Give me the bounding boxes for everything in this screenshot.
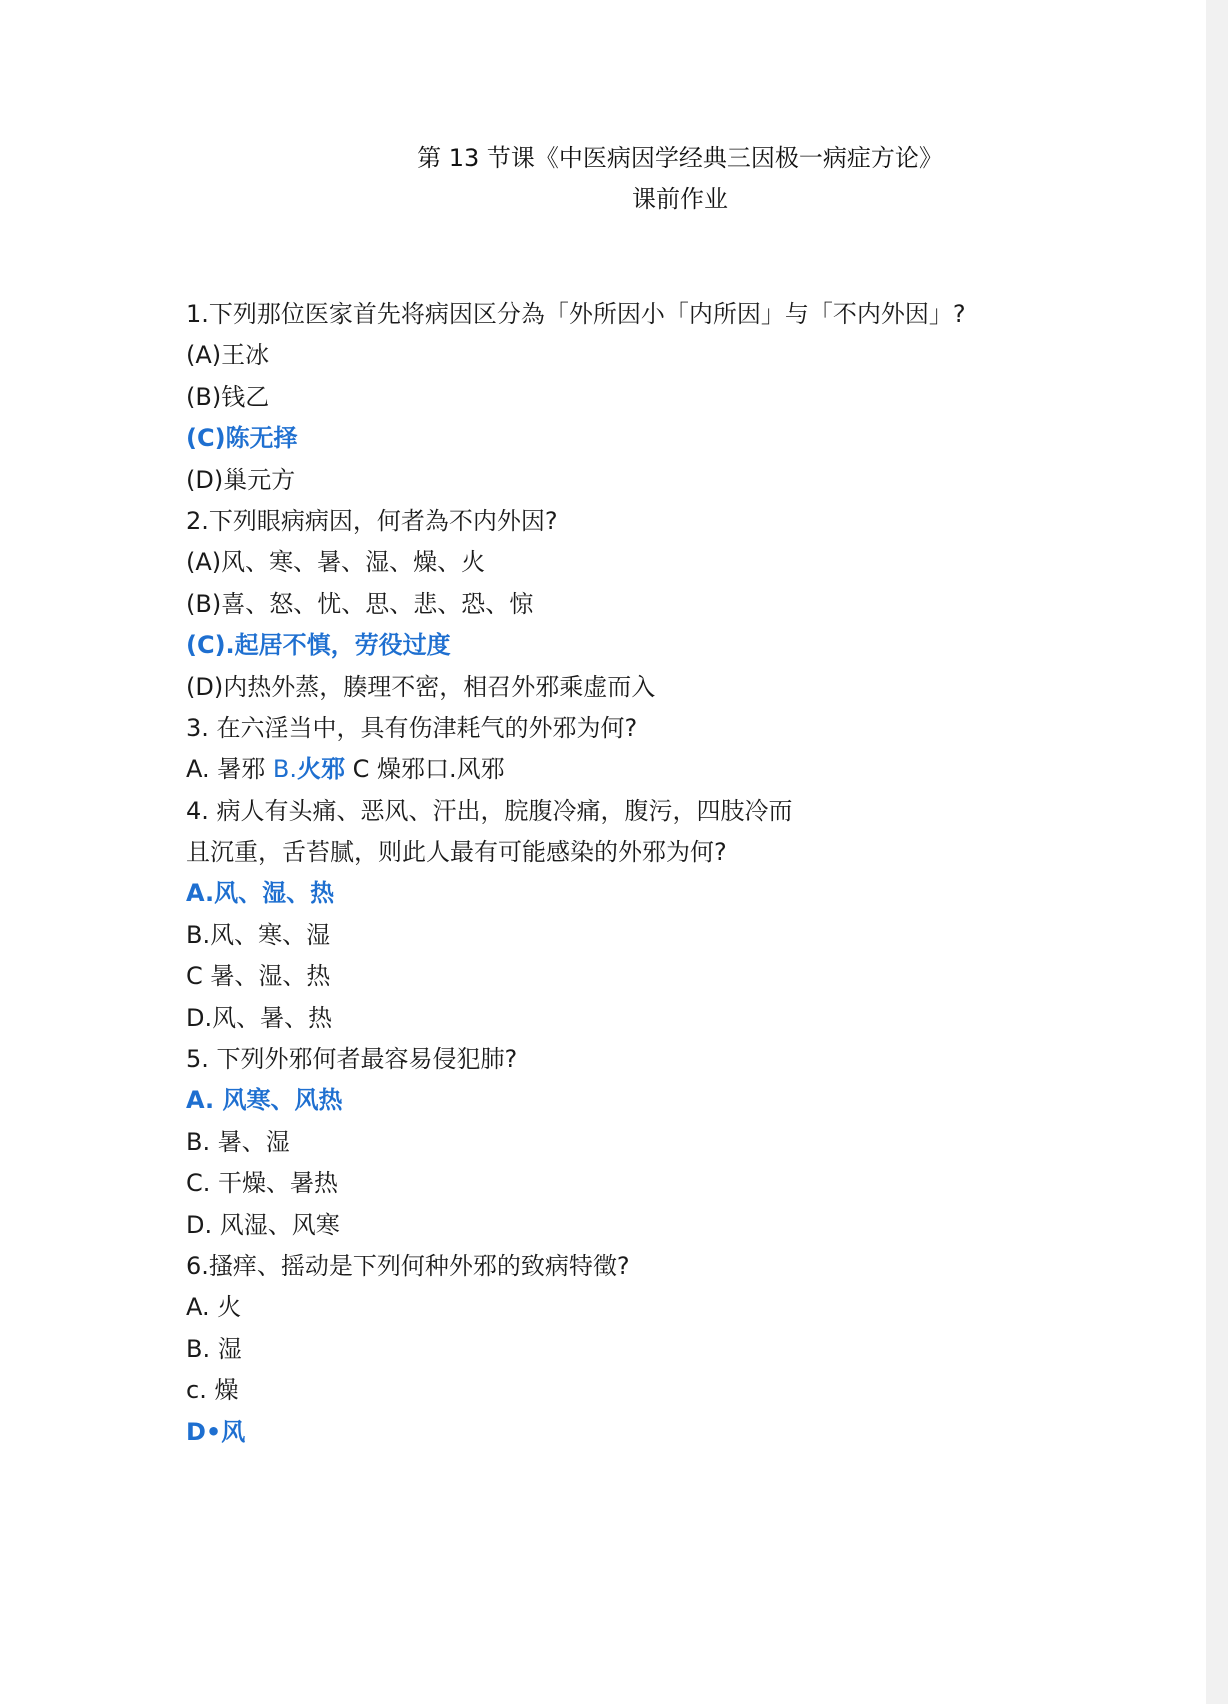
correct-answer <box>273 755 345 783</box>
option-text: (A)王冰 <box>186 341 270 370</box>
correct-answer: (C).起居不慎，劳役过度 <box>186 631 451 660</box>
option-text: c. 燥 <box>186 1376 239 1405</box>
option-text: (B)钱乙 <box>186 382 270 411</box>
question-2: 2.下列眼病病因，何者為不内外因? <box>186 506 558 535</box>
correct-answer: A. 风寒、风热 <box>186 1086 343 1115</box>
question-4-line-2: 且沉重，舌苔腻，则此人最有可能感染的外邪为何? <box>186 838 727 867</box>
question-list <box>186 294 1146 1453</box>
option-a: A. 暑邪 <box>186 755 273 784</box>
question-3: 3. 在六淫当中，具有伤津耗气的外邪为何? <box>186 713 638 742</box>
question-6: 6.搔痒、摇动是下列何种外邪的致病特徵? <box>186 1251 630 1280</box>
correct-answer: A.风、湿、热 <box>186 879 335 908</box>
options-rest: C 燥邪口.风邪 <box>344 755 505 784</box>
option-b-text: 火邪 <box>296 755 345 784</box>
option-b-prefix: B. <box>272 755 297 784</box>
option-text: B. 暑、湿 <box>186 1127 290 1156</box>
question-4-line-1: 4. 病人有头痛、恶风、汗出，脘腹冷痛，腹污，四肢冷而 <box>186 796 793 825</box>
option-text: D. 风湿、风寒 <box>186 1210 340 1239</box>
correct-answer: D•风 <box>186 1417 246 1446</box>
options-inline <box>186 749 1146 790</box>
correct-answer: (C)陈无择 <box>186 424 298 453</box>
option-text: (D)内热外蒸，腠理不密，相召外邪乘虚而入 <box>186 672 656 701</box>
title-line-1: 第 13 节课《中医病因学经典三因极一病症方论》 <box>417 144 943 172</box>
option-text: C 暑、湿、热 <box>186 962 331 991</box>
question-1: 1.下列那位医家首先将病因区分為「外所因小「内所因」与「不内外因」? <box>186 300 966 328</box>
option-text: B. 湿 <box>186 1334 242 1363</box>
question-5: 5. 下列外邪何者最容易侵犯肺? <box>186 1045 518 1074</box>
title-line-2: 课前作业 <box>632 185 728 214</box>
option-text: A. 火 <box>186 1293 242 1322</box>
page-title <box>180 138 1180 221</box>
option-text: D.风、暑、热 <box>186 1003 333 1032</box>
option-text: C. 干燥、暑热 <box>186 1169 339 1198</box>
option-text: (B)喜、怒、忧、思、悲、恐、惊 <box>186 589 534 618</box>
option-text: (D)巢元方 <box>186 465 296 494</box>
option-text: B.风、寒、湿 <box>186 920 331 949</box>
option-text: (A)风、寒、暑、湿、燥、火 <box>186 548 486 577</box>
